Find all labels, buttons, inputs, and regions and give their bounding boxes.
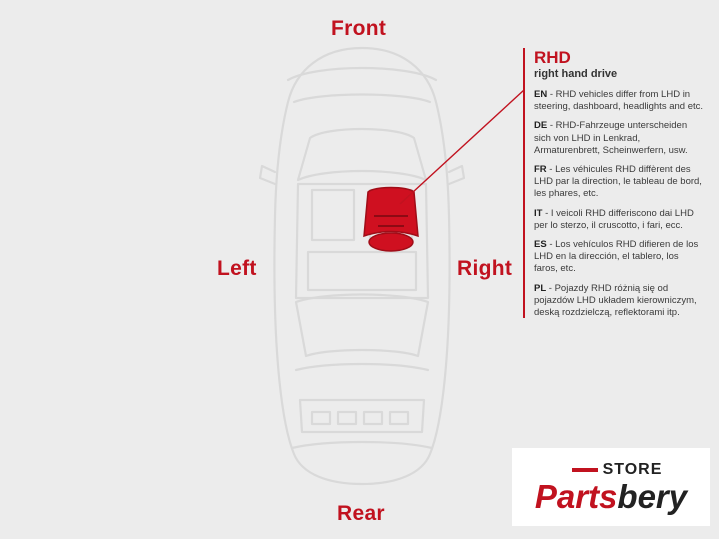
lang-text-fr: - Les véhicules RHD diffèrent des LHD par la direction, le tableau de bord, les phares, etc. — [534, 164, 702, 200]
orientation-label-front: Front — [331, 17, 387, 40]
lang-block-it — [534, 208, 703, 232]
rhd-driver-seat-highlight — [364, 188, 418, 252]
lang-code-fr: FR — [534, 164, 547, 176]
lang-text-en: - RHD vehicles differ from LHD in steering, dashboard, headlights and etc. — [534, 89, 704, 113]
car-top-view-illustration — [250, 40, 475, 490]
rhd-callout-panel — [523, 48, 703, 326]
logo-store-text: STORE — [602, 460, 663, 478]
orientation-label-right: Right — [457, 257, 513, 280]
lang-block-fr — [534, 164, 703, 201]
lang-text-pl: - Pojazdy RHD różnią się od pojazdów LHD układem kierowniczym, deską rozdzielczą, reflektorami itp. — [534, 282, 697, 319]
lang-code-es: ES — [534, 239, 547, 251]
lang-block-pl — [534, 283, 703, 320]
lang-block-es — [534, 239, 703, 276]
logo-brand-name — [534, 477, 688, 515]
callout-subtitle: right hand drive — [534, 68, 618, 80]
lang-block-en — [534, 89, 703, 113]
callout-title: RHD — [534, 48, 571, 67]
lang-text-es: - Los vehículos RHD difieren de los LHD en la dirección, el tablero, los faros, etc. — [534, 239, 699, 275]
brand-logo — [512, 448, 710, 526]
lang-text-de: - RHD-Fahrzeuge unterscheiden sich von LHD in Lenkrad, Armaturenbrett, Scheinwerfern, usw. — [534, 120, 688, 156]
lang-block-de — [534, 120, 703, 157]
logo-store-row — [572, 461, 663, 479]
lang-text-it: - I veicoli RHD differiscono dai LHD per lo sterzo, il cruscotto, i fari, ecc. — [534, 207, 694, 231]
logo-brand-bery: bery — [617, 477, 688, 515]
lang-code-en: EN — [534, 89, 548, 100]
orientation-label-rear: Rear — [337, 502, 385, 525]
lang-code-pl: PL — [534, 282, 547, 294]
logo-brand-parts: Parts — [534, 477, 618, 515]
lang-code-de: DE — [534, 120, 548, 132]
logo-dash-icon — [572, 468, 598, 472]
lang-code-it: IT — [534, 207, 543, 219]
orientation-label-left: Left — [217, 257, 257, 280]
